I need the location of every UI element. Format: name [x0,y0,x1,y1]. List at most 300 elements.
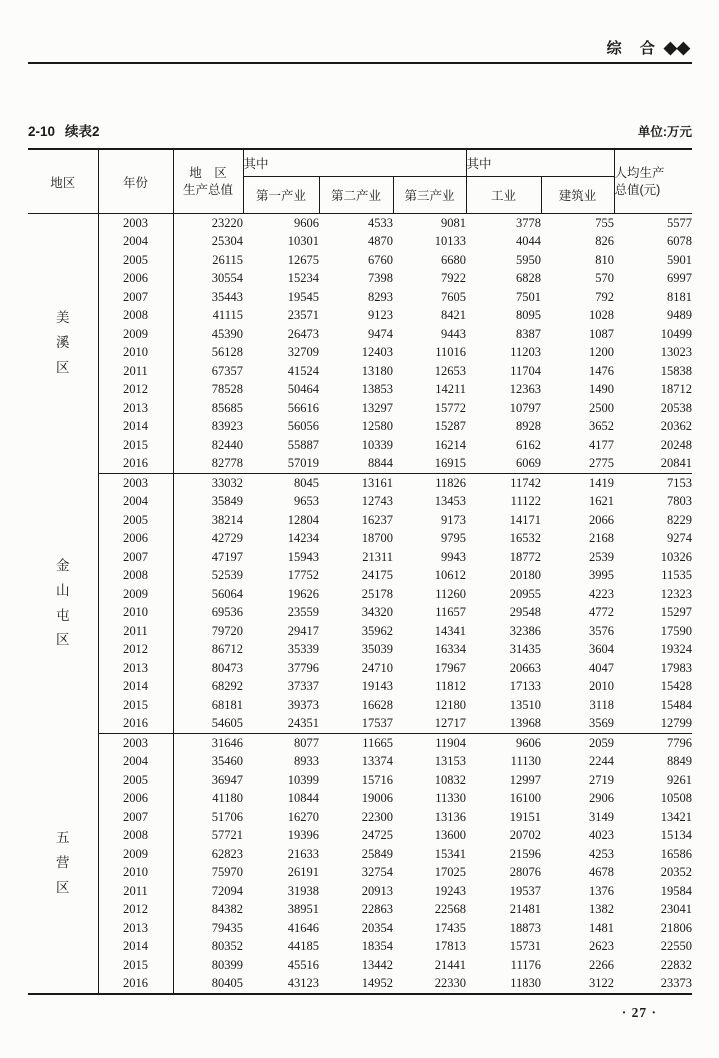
value-cell: 38951 [287,902,319,917]
value-cell: 3576 [589,623,615,638]
value-cell: 68181 [211,697,243,712]
value-cell: 13180 [361,363,393,378]
value-cell: 4772 [589,605,615,620]
value-cell: 16628 [361,697,393,712]
value-cell: 5901 [667,252,693,267]
col-header-of-which-2: 其中 [466,149,614,177]
table-row [28,474,692,493]
table-meta-row [28,120,692,140]
value-cell: 8421 [441,308,466,323]
value-cell: 19006 [361,791,393,806]
header-rule [28,62,692,64]
table-row [28,715,692,734]
value-cell: 6760 [368,252,393,267]
value-cell: 12804 [287,512,319,527]
value-cell: 47197 [211,549,243,564]
value-cell: 21441 [434,957,466,972]
value-cell: 23559 [287,605,319,620]
table-title: 续表2 [65,124,100,139]
value-cell: 56064 [211,586,243,601]
value-cell: 12180 [434,697,466,712]
value-cell: 13510 [509,697,541,712]
value-cell: 2168 [589,531,615,546]
region-name: 美溪区 [55,310,70,376]
value-cell: 50464 [287,382,319,397]
value-cell: 85685 [211,400,243,415]
year-cell: 2005 [98,771,173,790]
table-row [28,641,692,660]
value-cell: 13442 [361,957,393,972]
value-cell: 20538 [660,400,693,415]
value-cell: 7398 [368,271,393,286]
value-cell: 39373 [287,697,319,712]
value-cell: 16100 [509,791,541,806]
value-cell: 10399 [287,772,319,787]
value-cell: 11904 [435,735,466,750]
value-cell: 41524 [287,363,319,378]
year-cell: 2012 [98,381,173,400]
value-cell: 13421 [660,809,693,824]
col-header-per-capita-line1: 人均生产 [614,165,665,180]
value-cell: 78528 [211,382,243,397]
value-cell: 20248 [660,437,693,452]
year-cell: 2010 [98,864,173,883]
value-cell: 44185 [287,939,319,954]
value-cell: 12363 [509,382,541,397]
value-cell: 18873 [509,920,541,935]
value-cell: 16586 [660,846,693,861]
year-cell: 2015 [98,436,173,455]
value-cell: 19243 [434,883,466,898]
table-row [28,530,692,549]
value-cell: 9606 [294,215,319,230]
value-cell: 25849 [361,846,393,861]
value-cell: 56616 [287,400,319,415]
value-cell: 11812 [435,679,466,694]
value-cell: 12323 [660,586,693,601]
value-cell: 38214 [211,512,243,527]
year-cell: 2014 [98,938,173,957]
value-cell: 4253 [589,846,615,861]
table-row [28,455,692,474]
table-row [28,548,692,567]
col-header-tertiary-industry: 第三产业 [393,177,466,214]
value-cell: 15484 [660,697,693,712]
value-cell: 15234 [287,271,319,286]
year-cell: 2015 [98,956,173,975]
value-cell: 18772 [509,549,541,564]
value-cell: 68292 [211,679,243,694]
table-code-title [28,120,100,140]
value-cell: 15943 [287,549,319,564]
value-cell: 8387 [516,326,541,341]
value-cell: 42729 [211,531,243,546]
value-cell: 15297 [660,605,693,620]
value-cell: 41115 [212,308,243,323]
value-cell: 22330 [393,975,466,995]
table-row [28,362,692,381]
table-row [28,585,692,604]
year-cell: 2016 [98,715,173,734]
value-cell: 9261 [667,772,693,787]
value-cell: 10797 [509,400,541,415]
value-cell: 8928 [516,419,541,434]
value-cell: 7796 [667,735,693,750]
region-cell [28,474,98,734]
statistics-table [28,148,692,995]
value-cell: 13153 [434,754,466,769]
value-cell: 15731 [509,939,541,954]
table-row [28,771,692,790]
value-cell: 14171 [509,512,541,527]
value-cell: 11657 [435,605,466,620]
year-cell: 2006 [98,790,173,809]
section-label: 综 合 [606,40,662,57]
value-cell: 54605 [173,715,243,734]
value-cell: 86712 [211,642,243,657]
value-cell: 35443 [211,289,243,304]
value-cell: 26191 [287,865,319,880]
value-cell: 2539 [589,549,615,564]
value-cell: 1490 [589,382,615,397]
value-cell: 83923 [211,419,243,434]
year-cell: 2011 [98,622,173,641]
year-cell: 2010 [98,604,173,623]
value-cell: 8849 [667,754,693,769]
value-cell: 4047 [589,660,615,675]
value-cell: 3118 [589,697,615,712]
value-cell: 8229 [667,512,693,527]
col-header-industry: 工业 [466,177,541,214]
value-cell: 21633 [287,846,319,861]
value-cell: 9795 [441,531,466,546]
value-cell: 56128 [211,345,243,360]
value-cell: 17967 [434,660,466,675]
value-cell: 16214 [434,437,466,452]
value-cell: 13297 [361,400,393,415]
col-header-gdp [173,149,243,214]
value-cell: 24175 [361,568,393,583]
value-cell: 23571 [287,308,319,323]
year-cell: 2014 [98,678,173,697]
year-cell: 2005 [98,511,173,530]
value-cell: 7803 [667,494,693,509]
value-cell: 24351 [243,715,319,734]
value-cell: 8077 [294,735,319,750]
year-cell: 2006 [98,530,173,549]
value-cell: 21596 [509,846,541,861]
value-cell: 23220 [211,215,243,230]
value-cell: 24710 [361,660,393,675]
unit-label: 单位:万元 [637,125,692,139]
value-cell: 1200 [589,345,615,360]
value-cell: 19545 [287,289,319,304]
year-cell: 2013 [98,919,173,938]
value-cell: 20841 [614,455,692,474]
value-cell: 19143 [361,679,393,694]
value-cell: 22550 [660,939,693,954]
value-cell: 3604 [589,642,615,657]
value-cell: 1382 [589,902,615,917]
table-row [28,251,692,270]
table-row [28,827,692,846]
value-cell: 2719 [589,772,615,787]
value-cell: 28076 [509,865,541,880]
value-cell: 6162 [516,437,541,452]
value-cell: 11130 [510,754,541,769]
value-cell: 4533 [368,215,393,230]
value-cell: 15341 [434,846,466,861]
region-name: 金山屯区 [55,557,70,648]
value-cell: 20913 [361,883,393,898]
table-row [28,790,692,809]
value-cell: 2010 [589,679,615,694]
value-cell: 16532 [509,531,541,546]
table-row [28,919,692,938]
col-header-construction: 建筑业 [541,177,614,214]
year-cell: 2012 [98,641,173,660]
value-cell: 10301 [287,234,319,249]
table-row [28,882,692,901]
value-cell: 11704 [510,363,541,378]
table-row [28,604,692,623]
value-cell: 14234 [287,531,319,546]
table-row [28,399,692,418]
value-cell: 2059 [589,735,615,750]
value-cell: 1419 [589,475,615,490]
col-header-region: 地区 [28,149,98,214]
value-cell: 5577 [667,215,693,230]
value-cell: 13600 [434,828,466,843]
value-cell: 10612 [434,568,466,583]
value-cell: 3122 [541,975,614,995]
table-row [28,975,692,995]
value-cell: 26473 [287,326,319,341]
value-cell: 12403 [361,345,393,360]
table-header [28,149,692,214]
value-cell: 25178 [361,586,393,601]
table-code: 2-10 [28,124,56,139]
value-cell: 10508 [660,791,693,806]
value-cell: 11826 [435,475,466,490]
value-cell: 6828 [516,271,541,286]
value-cell: 13453 [434,494,466,509]
value-cell: 56056 [287,419,319,434]
value-cell: 17133 [509,679,541,694]
value-cell: 1087 [589,326,615,341]
value-cell: 80352 [211,939,243,954]
year-cell: 2004 [98,233,173,252]
table-row [28,734,692,753]
value-cell: 67357 [211,363,243,378]
table-row [28,622,692,641]
year-cell: 2003 [98,214,173,233]
value-cell: 37337 [287,679,319,694]
value-cell: 7153 [667,475,693,490]
value-cell: 41646 [287,920,319,935]
value-cell: 9274 [667,531,693,546]
value-cell: 2623 [589,939,615,954]
year-cell: 2014 [98,418,173,437]
year-cell: 2007 [98,288,173,307]
value-cell: 5950 [516,252,541,267]
table-row [28,567,692,586]
value-cell: 35849 [211,494,243,509]
value-cell: 25304 [211,234,243,249]
value-cell: 2500 [589,400,615,415]
year-cell: 2006 [98,270,173,289]
value-cell: 14341 [434,623,466,638]
value-cell: 13374 [361,754,393,769]
value-cell: 7605 [441,289,466,304]
value-cell: 755 [595,215,615,230]
value-cell: 21311 [362,549,393,564]
value-cell: 18700 [361,531,393,546]
col-header-per-capita [614,149,692,214]
table-row [28,659,692,678]
value-cell: 51706 [211,809,243,824]
value-cell: 13161 [361,475,393,490]
value-cell: 23041 [660,902,693,917]
value-cell: 1376 [589,883,615,898]
table-row [28,436,692,455]
value-cell: 1481 [589,920,615,935]
value-cell: 11260 [435,586,466,601]
value-cell: 792 [595,289,615,304]
value-cell: 10133 [434,234,466,249]
value-cell: 22863 [361,902,393,917]
value-cell: 3652 [589,419,615,434]
value-cell: 17983 [660,660,693,675]
value-cell: 11203 [510,345,541,360]
value-cell: 9173 [441,512,466,527]
year-cell: 2012 [98,901,173,920]
value-cell: 45390 [211,326,243,341]
value-cell: 14211 [435,382,466,397]
value-cell: 32386 [509,623,541,638]
value-cell: 6680 [441,252,466,267]
value-cell: 826 [595,234,615,249]
value-cell: 4023 [589,828,615,843]
value-cell: 9081 [441,215,466,230]
year-cell: 2003 [98,734,173,753]
value-cell: 12653 [434,363,466,378]
value-cell: 14952 [319,975,393,995]
value-cell: 6078 [667,234,693,249]
diamond-marks-icon: ◆◆ [663,37,690,57]
value-cell: 15716 [361,772,393,787]
value-cell: 30554 [211,271,243,286]
year-cell: 2007 [98,548,173,567]
value-cell: 20955 [509,586,541,601]
year-cell: 2016 [98,455,173,474]
value-cell: 32754 [361,865,393,880]
value-cell: 16334 [434,642,466,657]
value-cell: 4870 [368,234,393,249]
value-cell: 13853 [361,382,393,397]
value-cell: 18712 [660,382,693,397]
value-cell: 23373 [614,975,692,995]
value-cell: 19151 [509,809,541,824]
value-cell: 22832 [660,957,693,972]
value-cell: 82778 [173,455,243,474]
value-cell: 8844 [319,455,393,474]
value-cell: 8293 [368,289,393,304]
year-cell: 2013 [98,399,173,418]
value-cell: 7501 [516,289,541,304]
value-cell: 570 [595,271,615,286]
value-cell: 12997 [509,772,541,787]
value-cell: 37796 [287,660,319,675]
year-cell: 2011 [98,882,173,901]
value-cell: 41180 [212,791,243,806]
value-cell: 69536 [211,605,243,620]
value-cell: 2066 [589,512,615,527]
value-cell: 31435 [509,642,541,657]
region-cell [28,214,98,474]
value-cell: 21481 [509,902,541,917]
value-cell: 17025 [434,865,466,880]
value-cell: 79720 [211,623,243,638]
value-cell: 1621 [589,494,615,509]
value-cell: 19396 [287,828,319,843]
value-cell: 9443 [441,326,466,341]
value-cell: 6069 [466,455,541,474]
value-cell: 3569 [541,715,614,734]
value-cell: 9606 [516,735,541,750]
page-number: · 27 · [621,1005,657,1020]
value-cell: 10844 [287,791,319,806]
table-row [28,288,692,307]
value-cell: 10339 [361,437,393,452]
value-cell: 12799 [614,715,692,734]
value-cell: 57721 [211,828,243,843]
value-cell: 13968 [466,715,541,734]
value-cell: 82440 [211,437,243,452]
value-cell: 2775 [541,455,614,474]
value-cell: 2266 [589,957,615,972]
table-row [28,418,692,437]
value-cell: 45516 [287,957,319,972]
value-cell: 19537 [509,883,541,898]
value-cell: 10499 [660,326,693,341]
value-cell: 21806 [660,920,693,935]
value-cell: 9943 [441,549,466,564]
value-cell: 8045 [294,475,319,490]
value-cell: 11535 [661,568,693,583]
value-cell: 4177 [589,437,615,452]
value-cell: 13023 [660,345,693,360]
value-cell: 17813 [434,939,466,954]
value-cell: 9489 [667,308,693,323]
table-row [28,901,692,920]
table-row [28,493,692,512]
value-cell: 10326 [660,549,693,564]
value-cell: 22300 [361,809,393,824]
value-cell: 22568 [434,902,466,917]
value-cell: 31938 [287,883,319,898]
table-row [28,381,692,400]
value-cell: 11176 [510,957,541,972]
table-row [28,753,692,772]
value-cell: 75970 [211,865,243,880]
table-row [28,307,692,326]
table-row [28,325,692,344]
value-cell: 9653 [294,494,319,509]
value-cell: 15838 [660,363,693,378]
table-row [28,233,692,252]
value-cell: 3778 [516,215,541,230]
